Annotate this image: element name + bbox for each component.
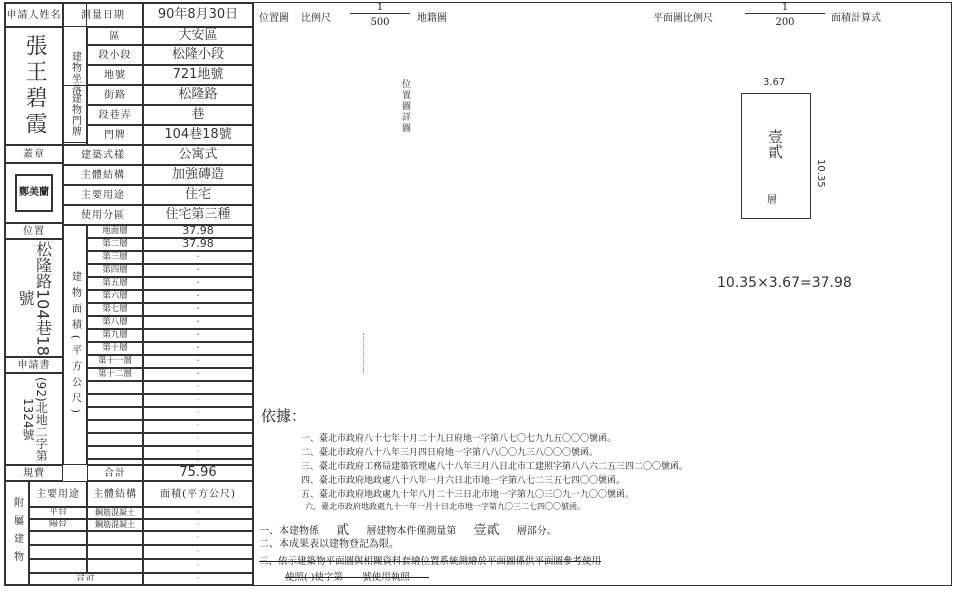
plan-scale-value: 200 [775, 17, 795, 28]
vertical-divider [253, 3, 254, 585]
annex-area-label: 面積(平方公尺) [143, 481, 253, 507]
remark-1: 一、本建物係 貳 層建物本件僅測量第 壹貳 層部分。 [259, 523, 557, 538]
floor-area-value: · [143, 342, 253, 355]
floor-area-value: · [143, 251, 253, 264]
blank-row [87, 407, 143, 420]
total-value: 75.96 [143, 465, 253, 481]
annex-struct-1: 鋼筋混凝土 [87, 507, 143, 519]
area-formula: 10.35×3.67=37.98 [717, 275, 852, 291]
basis-item: 二、臺北市政府八十八年三月四日府地一字第八八〇〇九三八〇〇〇號函。 [301, 448, 599, 458]
main-use-label: 主要用途 [63, 185, 143, 205]
floor-label: 第十一層 [87, 355, 143, 368]
floor-area-value: · [143, 277, 253, 290]
basis-item: 五、臺北市政府地政處九十年八月二十三日北市地一字第九〇三〇九一九〇〇號函。 [301, 490, 635, 500]
building-location-label: 建物坐落 [63, 3, 87, 143]
floor-label: 第四層 [87, 264, 143, 277]
annex-item-2: 陽台 [29, 519, 87, 531]
apply-date-label: 申請書 [5, 357, 63, 373]
blank-row: · [143, 407, 253, 420]
structure-style-label: 建築式樣 [63, 145, 143, 165]
lane-label: 段巷弄 [87, 105, 143, 125]
annex-blank-row [87, 531, 143, 545]
zoning-label: 使用分區 [63, 205, 143, 225]
basis-item: 六、臺北市政府地政處九十一年一月十日北市地一字第九〇三二七四〇〇號函。 [305, 502, 585, 511]
remark-3: 三、依示建築物平面圖與相關資料套繪位置系統測繪於平面圖係供平面圖參考使用 [259, 556, 602, 567]
blank-row: · [143, 394, 253, 407]
plan-floor-unit: 層 [767, 195, 777, 206]
blank-row [87, 381, 143, 394]
plan-scale-label: 平面圖比例尺 [653, 13, 713, 24]
applicant-label: 申請人姓名 [5, 3, 63, 27]
annex-struct-label: 主體結構 [87, 481, 143, 507]
floor-area-value: · [143, 355, 253, 368]
plan-dim-right: 10.35 [815, 159, 826, 188]
annex-area-2: · [143, 519, 253, 531]
section-label: 區 [87, 27, 143, 45]
fee-label: 規費 [5, 465, 63, 481]
annex-blank-row [29, 531, 87, 545]
blank-row: · [143, 446, 253, 459]
floor-label: 第二層 [87, 238, 143, 251]
floor-label: 第七層 [87, 303, 143, 316]
annex-area-1: · [143, 507, 253, 519]
lot-label: 地號 [87, 65, 143, 85]
annex-item-1: 平台 [29, 507, 87, 519]
structure-style-value: 公寓式 [143, 145, 253, 165]
floor-label: 第三層 [87, 251, 143, 264]
annex-blank-row [87, 559, 143, 573]
annex-use-label: 主要用途 [29, 481, 87, 507]
apply-number: (92)北地二字第1324號 [5, 373, 63, 465]
floor-area-group-label: 建物面積(平方公尺) [63, 225, 87, 465]
seal-label: 蓋章 [5, 145, 63, 163]
floor-label: 第十二層 [87, 368, 143, 381]
map-trace [363, 333, 365, 373]
annex-blank-row [87, 545, 143, 559]
annex-blank-row: · [143, 531, 253, 545]
scale-value: 500 [370, 17, 390, 28]
small-section-value: 松隆小段 [143, 45, 253, 65]
remark-3b: 使照( )使字第------號使用執照------ [285, 572, 429, 583]
survey-date-value: 90年8月30日 [143, 3, 253, 27]
floor-area-value: · [143, 316, 253, 329]
annex-total-label: 合計 [29, 573, 143, 585]
street-value: 松隆路 [143, 85, 253, 105]
blank-row: · [143, 433, 253, 446]
scale-note: 地籍圖 [417, 13, 447, 24]
blank-row: · [143, 420, 253, 433]
area-calc-label: 面積計算式 [831, 13, 881, 24]
seal-area [5, 163, 63, 223]
zoning-value: 住宅第三種 [143, 205, 253, 225]
annex-struct-2: 鋼筋混凝土 [87, 519, 143, 531]
annex-blank-row [29, 545, 87, 559]
floor-label: 第九層 [87, 329, 143, 342]
annex-blank-row: · [143, 559, 253, 573]
floor-area-value: · [143, 368, 253, 381]
door-group-label: 建物門牌 [63, 85, 87, 145]
annex-total-value: · [143, 573, 253, 585]
scale-label: 比例尺 [301, 13, 331, 24]
plan-dim-top: 3.67 [763, 77, 786, 88]
floor-area-value: · [143, 329, 253, 342]
floor-label: 第八層 [87, 316, 143, 329]
floor-label: 第五層 [87, 277, 143, 290]
annex-blank-row: · [143, 545, 253, 559]
remark-2: 二、本成果表以建物登記為限。 [259, 539, 399, 550]
basis-title: 依據： [261, 407, 307, 425]
personal-seal-stamp: 鄭美蘭 [15, 174, 53, 212]
floor-area-value: · [143, 290, 253, 303]
blank-row: · [143, 381, 253, 394]
blank-row [87, 433, 143, 446]
floor-area-value: · [143, 264, 253, 277]
main-structure-label: 主體結構 [63, 165, 143, 185]
location-value: 松隆路104巷18號 [5, 239, 63, 357]
applicant-name: 張王碧霞 [5, 27, 63, 145]
basis-item: 一、臺北市政府八十七年十月二十九日府地一字第八七〇七九九五〇〇〇號函。 [301, 434, 617, 444]
annex-label: 附屬建物 [5, 481, 29, 585]
main-structure-value: 加強磚造 [143, 165, 253, 185]
street-label: 街路 [87, 85, 143, 105]
number-value: 104巷18號 [143, 125, 253, 145]
survey-result-sheet: 申請人姓名 張王碧霞 蓋章 鄭美蘭 位置 松隆路104巷18號 申請書 (92)北地二字第1324號 規費 建物坐落 測量日期 90年8月30日 區 大安區 段小段 松隆小段 地號 721地號 建物門牌 街路 松隆路 段巷弄 巷 門牌 104巷18號 建築式樣 公寓式 主體結構 加強磚造 主要用途 住宅 使用分區 住宅第三種 建物面積(平方公尺) 地面層 37.98 第二層 37.98 第三層 · 第四層 · 第五層 · 第六層 · 第七層 · 第八層 · 第九層 · 第十層 · 第十一層 · 第十二層 · · · · · · · · 合計 75.96 附屬建物 主要用途 主體結構 面積(平方公尺) 平台 鋼筋混凝土 · 陽台 鋼筋混凝土 · · · · 合計 · 位置圖 比例尺 1 500 地籍圖 位置圖詳圖 平面圖比例尺 1 200 面積計算式 3.67 壹貳 層 10.35 10.35×3.67=37.98 依據： 一、臺北市政府八十七年十月二十九日府地一字第八七〇七九九五〇〇〇號函。 二、臺北市政府八十八年三月四日府地一字第八八〇〇九三八〇〇〇號函。 三、臺北市政府工務局建築管理處八十八年三月八日北市工建照字第八八六二五三四二〇〇號函。 四、臺北市政府地政處八十八年一月六日北市地一字第八七二三五七四〇〇號函。 五、臺北市政府地政處九十年八月二十三日北市地一字第九〇三〇九一九〇〇號函。 六、臺北市政府地政處九十一年一月十日北市地一字第九〇三二七四〇〇號函。 一、本建物係 貳 層建物本件僅測量第 壹貳 層部分。 二、本成果表以建物登記為限。 三、依示建築物平面圖與相關資料套繪位置系統測繪於平面圖係供平面圖參考使用 使照( )使字第------號使用執照------ [4, 2, 952, 586]
survey-date-label: 測量日期 [63, 3, 143, 27]
floor-area-value: · [143, 303, 253, 316]
blank-row [87, 394, 143, 407]
main-use-value: 住宅 [143, 185, 253, 205]
lot-value: 721地號 [143, 65, 253, 85]
total-label: 合計 [87, 465, 143, 481]
number-label: 門牌 [87, 125, 143, 145]
floor-label: 第十層 [87, 342, 143, 355]
section-value: 大安區 [143, 27, 253, 45]
lane-value: 巷 [143, 105, 253, 125]
basis-item: 四、臺北市政府地政處八十八年一月六日北市地一字第八七二三五七四〇〇號函。 [301, 476, 626, 486]
small-section-label: 段小段 [87, 45, 143, 65]
floor-area-value: 37.98 [143, 238, 253, 251]
floor-area-value: 37.98 [143, 225, 253, 238]
blank-row [87, 420, 143, 433]
floor-label: 地面層 [87, 225, 143, 238]
location-map-note: 位置圖詳圖 [400, 79, 410, 134]
location-map-label: 位置圖 [259, 13, 289, 24]
floor-label: 第六層 [87, 290, 143, 303]
annex-blank-row [29, 559, 87, 573]
plan-floor-label: 壹貳 [766, 129, 784, 159]
blank-row [87, 446, 143, 459]
blank-row: · [143, 459, 253, 465]
location-label: 位置 [5, 223, 63, 239]
basis-item: 三、臺北市政府工務局建築管理處八十八年三月八日北市工建照字第八八六二五三四二〇〇號函。 [301, 462, 689, 472]
